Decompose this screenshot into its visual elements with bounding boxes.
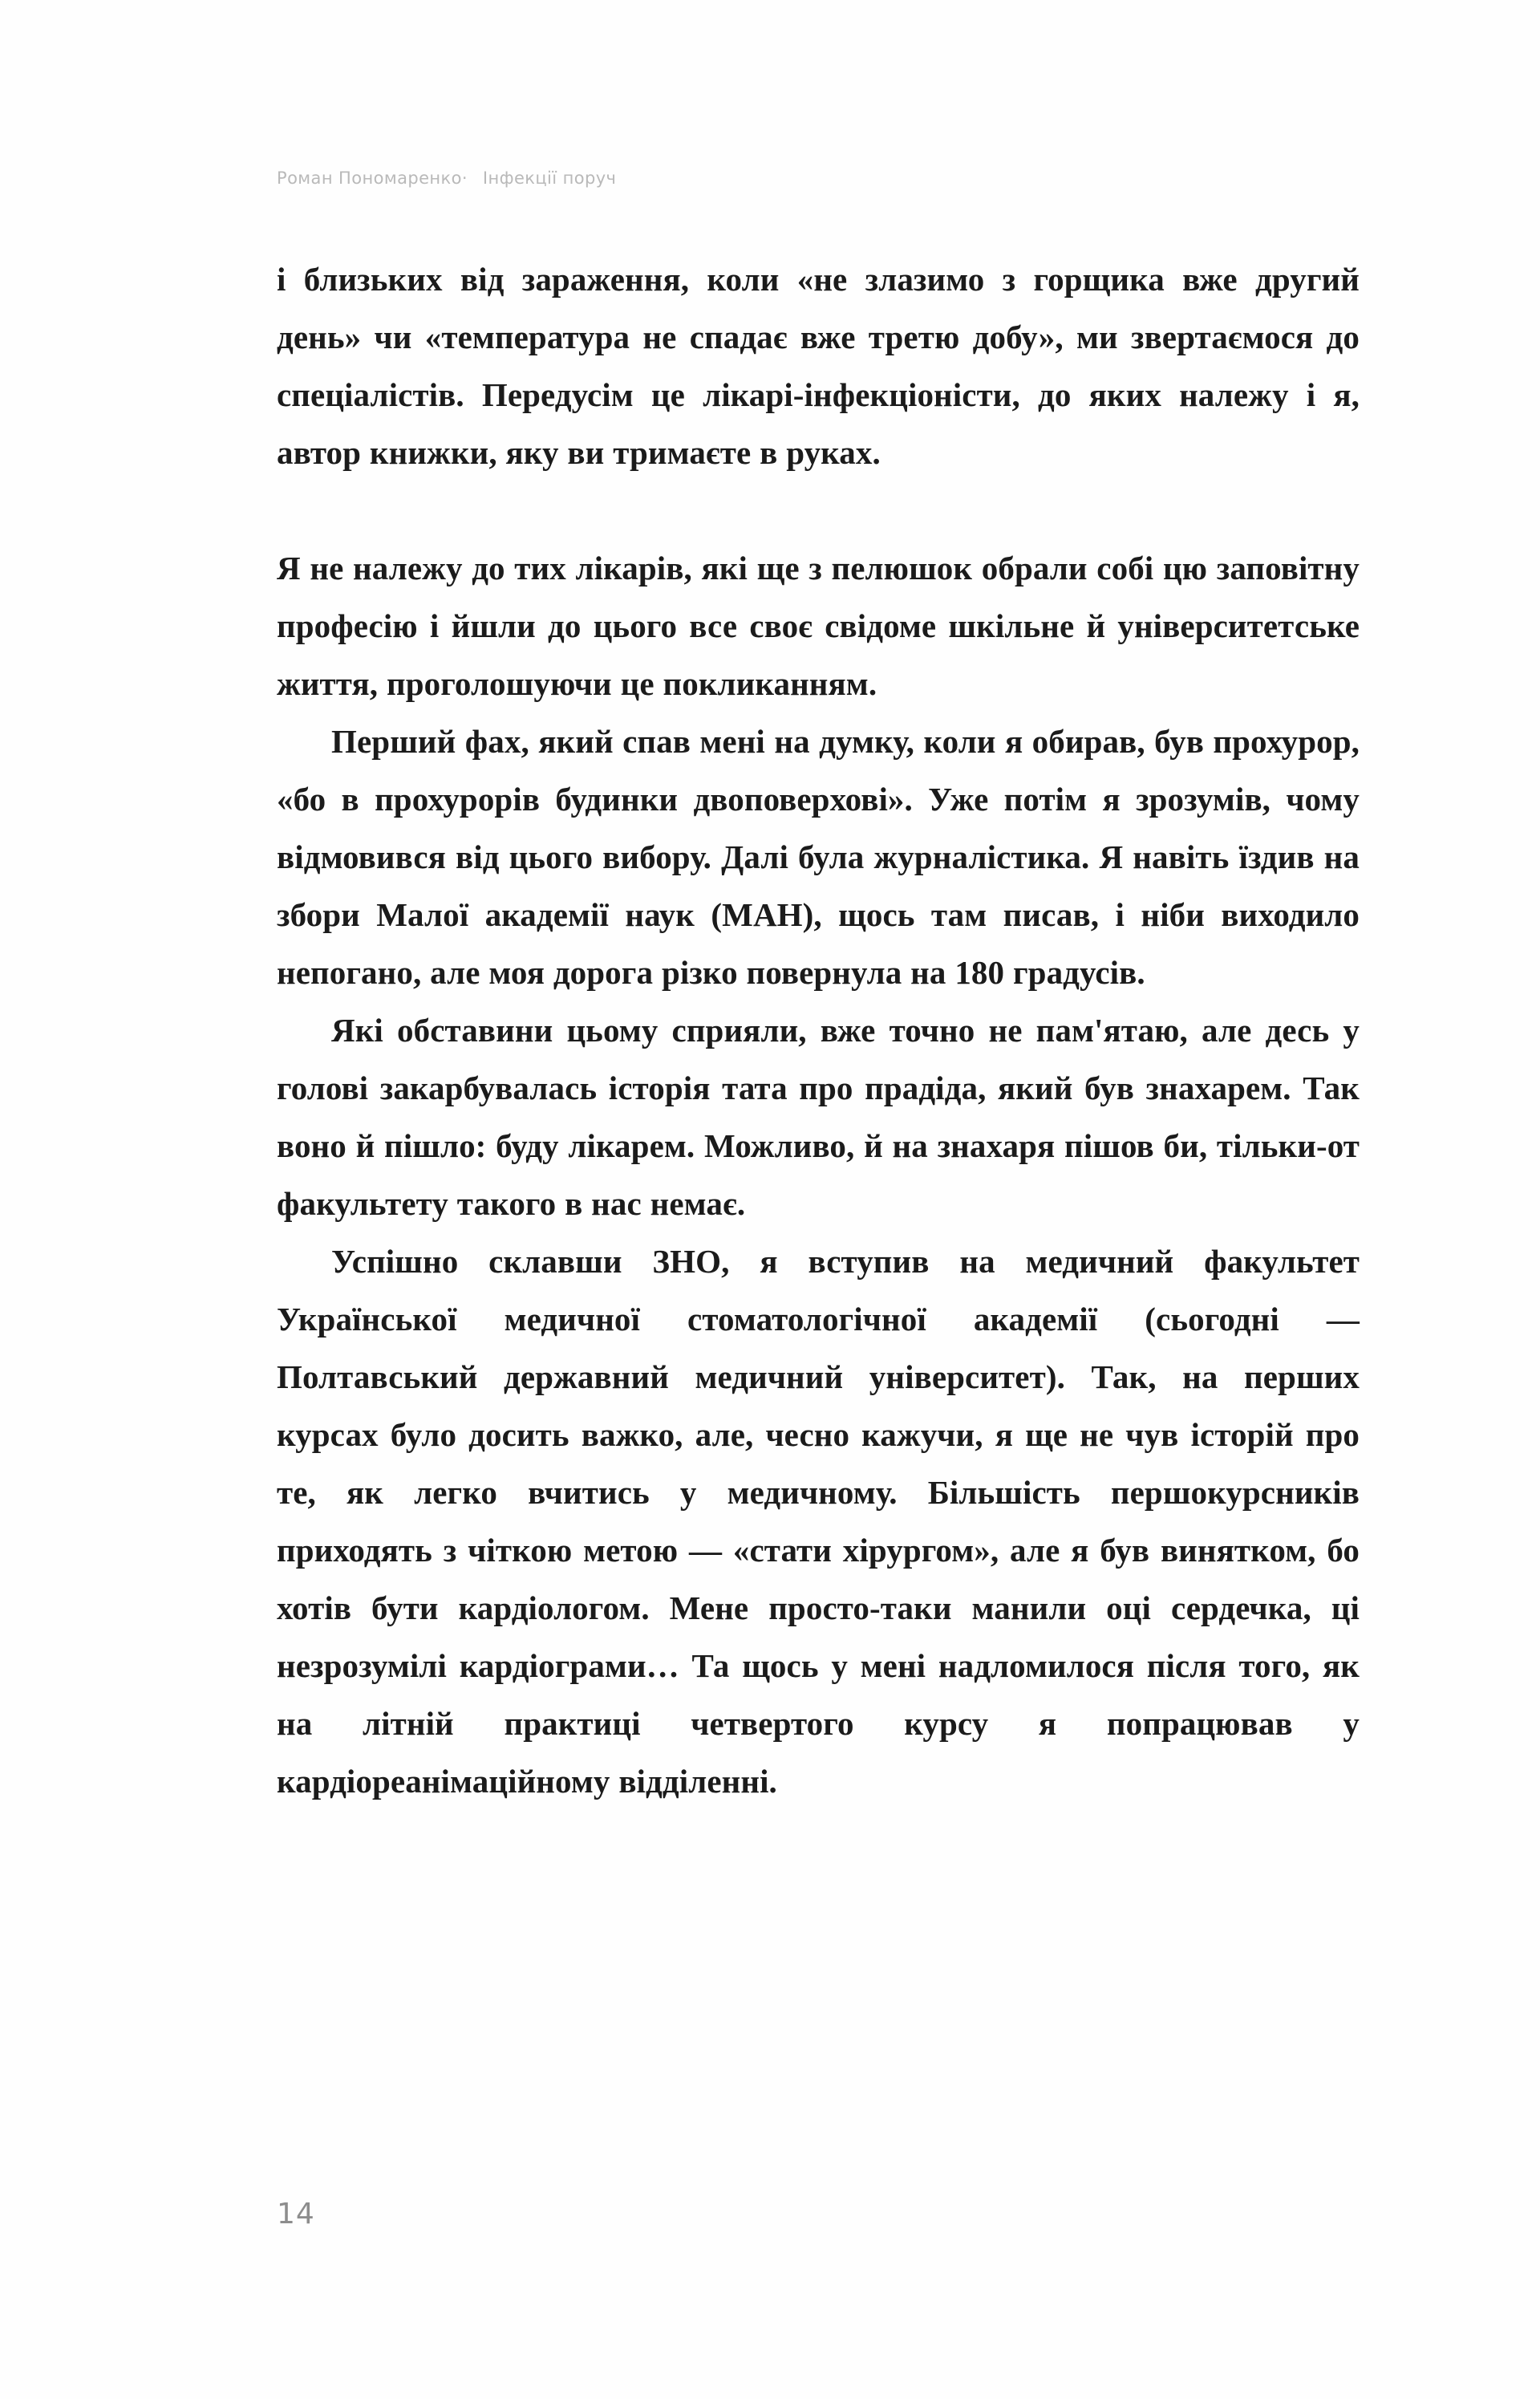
- paragraph: Які обставини цьому сприяли, вже точно не пам'ятаю, але десь у голові закарбувалась історія тата про прадіда, який був знахарем. Так воно й пішло: буду лікарем. Можливо, й на знахаря пішов би, тільки-от факультету такого в нас немає.: [277, 1012, 1360, 1222]
- paragraph: Я не належу до тих лікарів, які ще з пелюшок обрали собі цю заповітну професію і йшли до цього все своє свідоме шкільне й університетське життя, проголошуючи це покликанням.: [277, 550, 1360, 702]
- running-head: [277, 170, 1271, 187]
- paragraph: Перший фах, який спав мені на думку, коли я обирав, був прохурор, «бо в прохурорів будинки двоповерхові». Уже потім я зрозумів, чому відмовився від цього вибору. Далі була журналістика. Я навіть їздив на збори Малої академії наук (МАН), щось там писав, і ніби виходило непогано, але моя дорога різко повернула на 180 градусів.: [277, 723, 1360, 991]
- paragraph: і близьких від зараження, коли «не злазимо з горщика вже другий день» чи «температура не спадає вже третю добу», ми звертаємося до спеціалістів. Передусім це лікарі-інфекціоністи, до яких належу і я, автор книжки, яку ви тримаєте в руках.: [277, 261, 1360, 471]
- running-head-separator: ·: [461, 168, 468, 188]
- running-head-author: Роман Пономаренко: [277, 168, 462, 188]
- body-text-block: [277, 250, 1360, 1810]
- page-number: 14: [277, 2198, 315, 2231]
- paragraph: Успішно склавши ЗНО, я вступив на медичний факультет Української медичної стоматологічної академії (сьогодні — Полтавський державний медичний університет). Так, на перших курсах було досить важко, але, чесно кажучи, я ще не чув історій про те, як легко вчитись у медичному. Більшість першокурсників приходять з чіткою метою — «стати хірургом», але я був винятком, бо хотів бути кардіологом. Мене просто-таки манили оці сердечка, ці незрозумілі кардіограми… Та щось у мені надломилося після того, як на літній практиці четвертого курсу я попрацював у кардіореанімаційному відділенні.: [277, 1243, 1360, 1800]
- running-head-title: Інфекції поруч: [482, 168, 617, 188]
